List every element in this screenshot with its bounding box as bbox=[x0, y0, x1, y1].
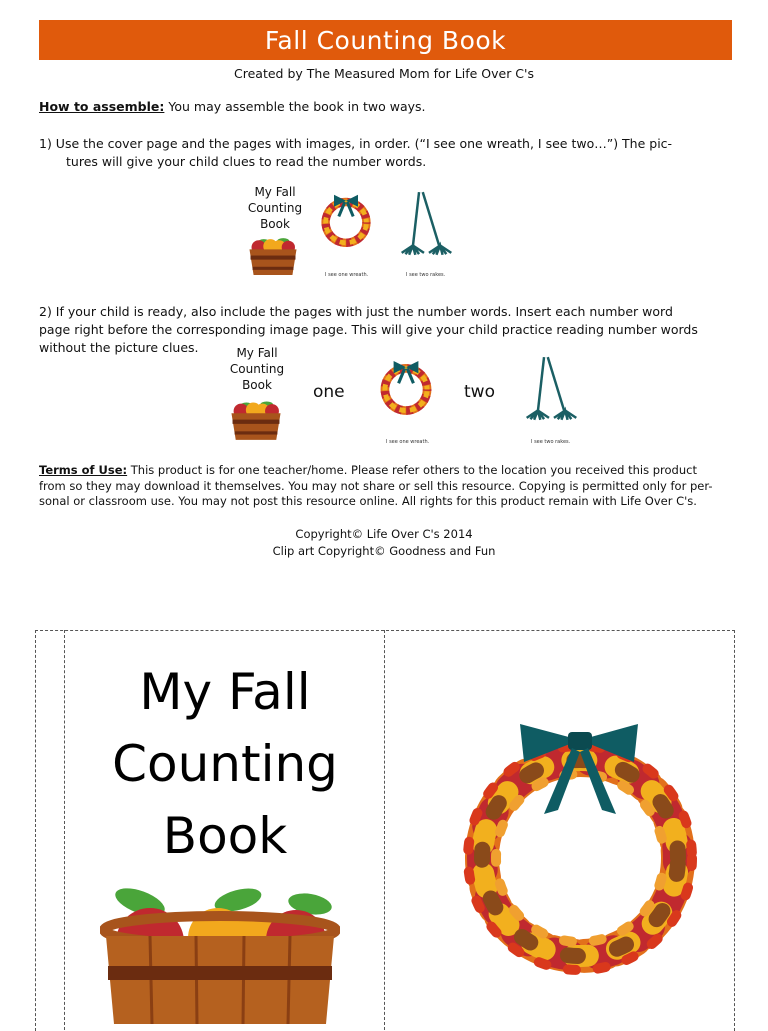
rakes-icon bbox=[393, 190, 455, 260]
basket-icon bbox=[228, 394, 284, 442]
terms-line3: sonal or classroom use. You may not post this resource online. All rights for this product remain with Life Over C's. bbox=[39, 494, 697, 508]
way2-line1: 2) If your child is ready, also include the pages with just the number words. Insert each number word bbox=[39, 304, 673, 319]
terms-of-use bbox=[39, 463, 729, 510]
mini-caption-rakes: I see two rakes. bbox=[406, 272, 446, 278]
way2-line3: without the picture clues. bbox=[39, 340, 199, 355]
wreath-icon bbox=[375, 356, 437, 418]
wreath-icon-large bbox=[440, 718, 720, 980]
page-title: Fall Counting Book bbox=[264, 25, 507, 55]
terms-line1 bbox=[39, 463, 729, 479]
assemble-text: You may assemble the book in two ways. bbox=[168, 99, 426, 114]
mini-caption-wreath: I see one wreath. bbox=[325, 272, 369, 278]
wreath-icon bbox=[316, 190, 376, 250]
cover-title-line1: My Fall bbox=[139, 663, 311, 721]
mini-cover-title-2: My Fall Counting Book bbox=[229, 346, 285, 392]
terms-line2: from so they may download it themselves. You may not share or sell this resource. Copying is permitted only for per- bbox=[39, 478, 713, 493]
assemble-paragraph bbox=[39, 98, 729, 116]
title-banner bbox=[39, 20, 732, 60]
mini-caption-wreath-2: I see one wreath. bbox=[386, 439, 430, 445]
copyright-line2: Clip art Copyright© Goodness and Fun bbox=[272, 544, 496, 558]
way1-line2: tures will give your child clues to read the number words. bbox=[66, 154, 427, 169]
mini-word-one: one bbox=[313, 382, 345, 402]
rakes-icon bbox=[518, 354, 580, 426]
copyright-line1: Copyright© Life Over C's 2014 bbox=[295, 527, 473, 541]
cover-title-line3: Book bbox=[162, 807, 288, 865]
apple-basket-small-2 bbox=[231, 401, 280, 439]
terms-label: Terms of Use: bbox=[39, 463, 128, 477]
mini-caption-rakes-2: I see two rakes. bbox=[531, 439, 571, 445]
cover-title-line2: Counting bbox=[112, 735, 338, 793]
assemble-label: How to assemble: bbox=[39, 99, 165, 114]
credit-line: Created by The Measured Mom for Life Over C's bbox=[234, 66, 534, 81]
apple-basket-icon bbox=[100, 884, 340, 1024]
way2-line2: page right before the corresponding image page. This will give your child practice reading number words bbox=[39, 322, 698, 337]
mini-word-two: two bbox=[464, 382, 495, 402]
apple-basket-small bbox=[249, 238, 296, 275]
way1-line1: 1) Use the cover page and the pages with images, in order. (“I see one wreath, I see two…”) The pic- bbox=[39, 136, 673, 151]
terms-line1-text: This product is for one teacher/home. Please refer others to the location you received this product bbox=[130, 463, 697, 477]
cover-title bbox=[65, 656, 385, 872]
basket-icon bbox=[247, 231, 299, 277]
mini-cover-title: My Fall Counting Book bbox=[247, 185, 303, 231]
